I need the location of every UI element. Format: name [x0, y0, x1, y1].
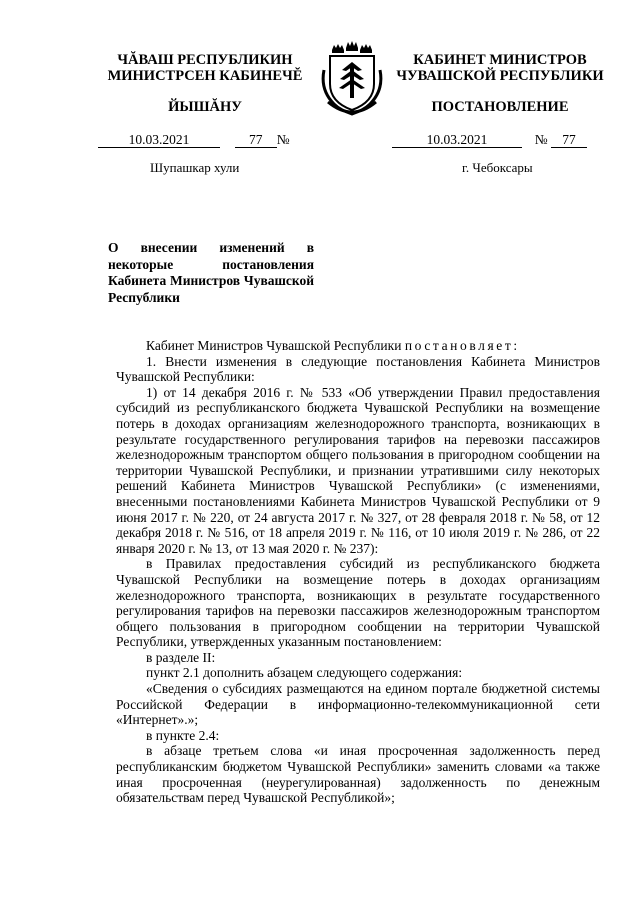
number-left: 77 [235, 133, 277, 148]
left-doc-type: ЙЫШĂНУ [168, 99, 242, 115]
body-paragraph: 1) от 14 декабря 2016 г. № 533 «Об утверждении Правил предоставления субсидий из республиканского бюджета Чувашской Республики на возмещение потерь в доходах организациям железнодорожного транспорта, возникающих в результате государственного регулирования тарифов на перевозки пассажиров железнодорожным транспортом общего пользования в пригородном сообщении на территории Чувашской Республики, и признании утратившими силу некоторых решений Кабинета Министров Чувашской Республики» (с изменениями, внесенными постановлениями Кабинета Министров Чувашской Республики от 9 июня 2017 г. № 220, от 24 августа 2017 г. № 327, от 28 февраля 2018 г. № 58, от 12 декабря 2018 г. № 516, от 18 апреля 2019 г. № 116, от 10 июля 2019 г. № 286, от 22 января 2020 г. № 13, от 13 мая 2020 г. № 237): [116, 384, 600, 556]
left-org-line2: МИНИСТРСЕН КАБИНЕЧĔ [107, 68, 303, 84]
document-subject: О внесении изменений в некоторые постановления Кабинета Министров Чувашской Республики [108, 240, 314, 305]
body-paragraph: пункт 2.1 дополнить абзацем следующего содержания: [146, 665, 463, 681]
number-sign-right: № [534, 132, 548, 147]
date-number-right [392, 132, 587, 148]
left-org-line1: ЧĂВАШ РЕСПУБЛИКИН [117, 52, 293, 68]
right-doc-type: ПОСТАНОВЛЕНИЕ [431, 99, 569, 115]
intro-paragraph [116, 338, 600, 354]
right-org-line1: КАБИНЕТ МИНИСТРОВ [413, 52, 587, 68]
intro-prefix: Кабинет Министров Чувашской Республики [146, 338, 402, 353]
header-right-org [385, 52, 615, 84]
date-right: 10.03.2021 [392, 133, 522, 148]
document-body [116, 338, 600, 806]
body-paragraph: 1. Внести изменения в следующие постановления Кабинета Министров Чувашской Республики: [116, 353, 600, 385]
place-right: г. Чебоксары [462, 160, 533, 175]
body-paragraph: в разделе II: [146, 649, 216, 665]
right-org-line2: ЧУВАШСКОЙ РЕСПУБЛИКИ [396, 68, 604, 84]
body-paragraph: в пункте 2.4: [146, 727, 220, 743]
number-sign-left: № [276, 132, 290, 147]
body-paragraph: «Сведения о субсидиях размещаются на едином портале бюджетной системы Российской Федерации в информационно-телекоммуникационной сети «Интернет».»; [116, 681, 600, 728]
header-left-org [90, 52, 320, 84]
coat-of-arms-emblem [318, 40, 386, 120]
number-right: 77 [551, 133, 587, 148]
body-paragraph: в абзаце третьем слова «и иная просроченная задолженность перед республиканским бюджетом Чувашской Республики» заменить словами «а также иная просроченная (неурегулированная) задолженность по денежным обязательствам перед Чувашской Республикой»; [116, 743, 600, 806]
body-paragraph: в Правилах предоставления субсидий из республиканского бюджета Чувашской Республики на возмещение потерь в доходах организациям железнодорожного транспорта, возникающих в результате государственного регулирования тарифов на перевозки пассажиров железнодорожным транспортом общего пользования в пригородном сообщении на территории Чувашской Республики, утвержденных указанным постановлением: [116, 556, 600, 650]
intro-resolves: постановляет: [404, 338, 520, 353]
date-left: 10.03.2021 [98, 133, 220, 148]
place-left: Шупашкар хули [150, 160, 240, 175]
date-number-left [98, 132, 290, 148]
